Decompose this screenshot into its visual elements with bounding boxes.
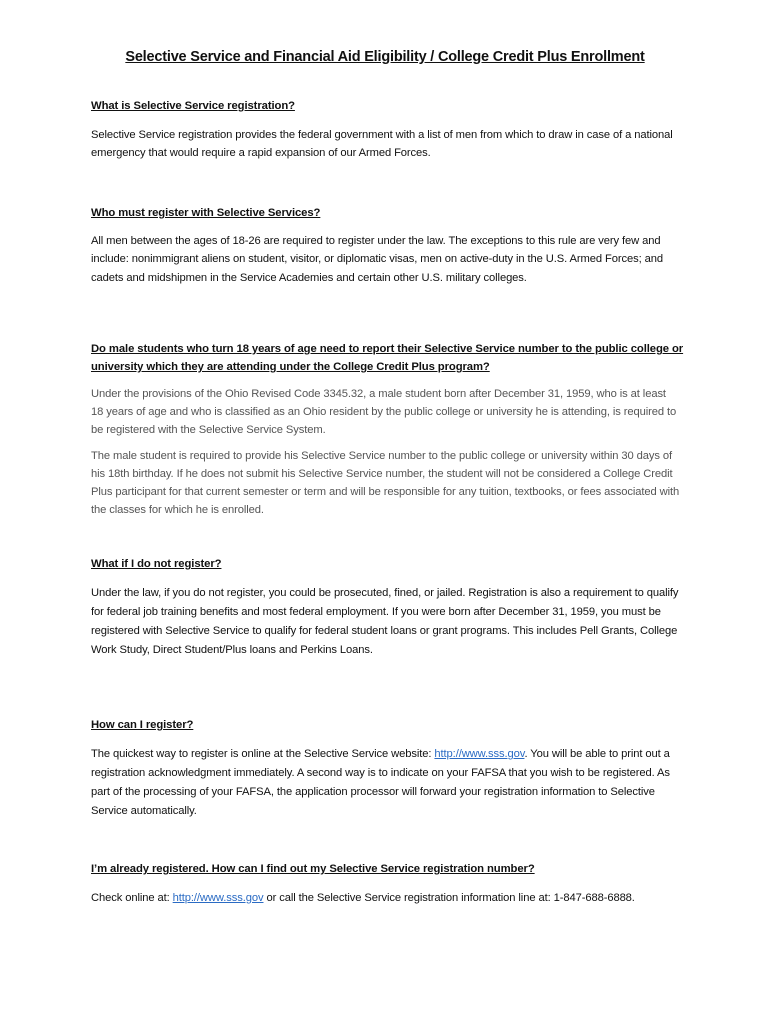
document-title: Selective Service and Financial Aid Eligibility / College Credit Plus Enrollment — [125, 49, 645, 65]
sss-check-online-link[interactable]: http://www.sss.gov — [172, 892, 264, 904]
answer-how-register-text-2: . You will be able to print out a registration acknowledgment immediately. A second way is to indicate on your FAFSA that you wish to be registered. As part of the processing of your FAFSA, the application processor will forward your registration information to Selective Service automatically. — [91, 748, 670, 817]
answer-find-number-text-2: or call the Selective Service registration information line at: 1-847-688-6888. — [263, 892, 635, 904]
question-male-students-report: Do male students who turn 18 years of age need to report their Selective Service number to the public college or university which they are attending under the College Credit Plus program? — [91, 343, 684, 373]
question-if-not-register: What if I do not register? — [91, 558, 222, 570]
answer-how-register-text-1: The quickest way to register is online at the Selective Service website: — [91, 748, 435, 760]
answer-find-number-text-1: Check online at: — [91, 892, 173, 904]
answer-what-is-registration: Selective Service registration provides the federal government with a list of men from which to draw in case of a national emergency that would require a rapid expansion of our Armed Forces. — [91, 129, 673, 160]
answer-if-not-register: Under the law, if you do not register, you could be prosecuted, fined, or jailed. Registration is also a requirement to qualify for federal job training benefits and most federal employment. If you were born after December 31, 1959, you must be registered with Selective Service to qualify for federal student loans or grant programs. This includes Pell Grants, College Work Study, Direct Student/Plus loans and Perkins Loans. — [91, 587, 679, 656]
question-how-register: How can I register? — [91, 719, 194, 731]
sss-website-link[interactable]: http://www.sss.gov — [434, 748, 525, 760]
answer-how-register — [91, 745, 683, 821]
answer-provide-number: The male student is required to provide his Selective Service number to the public college or university within 30 days of his 18th birthday. If he does not submit his Selective Service number, the student will not be considered a College Credit Plus participant for that current semester or term and will be responsible for any tuition, textbooks, or fees associated with the classes for which he is enrolled. — [91, 450, 680, 516]
answer-who-must-register: All men between the ages of 18-26 are required to register under the law. The exceptions to this rule are very few and include: nonimmigrant aliens on student, visitor, or diplomatic visas, men on active-duty in the U.S. Armed Forces; and cadets and midshipmen in the Service Academies and certain other U.S. military colleges. — [91, 235, 663, 284]
question-who-must-register: Who must register with Selective Services? — [91, 207, 321, 219]
question-what-is-registration: What is Selective Service registration? — [91, 100, 295, 112]
answer-ohio-revised-code: Under the provisions of the Ohio Revised Code 3345.32, a male student born after December 31, 1959, who is at least 18 years of age and who is classified as an Ohio resident by the public college or university he is attending, is required to be registered with the Selective Service System. — [91, 388, 677, 436]
answer-find-number — [91, 889, 683, 908]
question-find-number: I’m already registered. How can I find out my Selective Service registration number? — [91, 863, 535, 875]
